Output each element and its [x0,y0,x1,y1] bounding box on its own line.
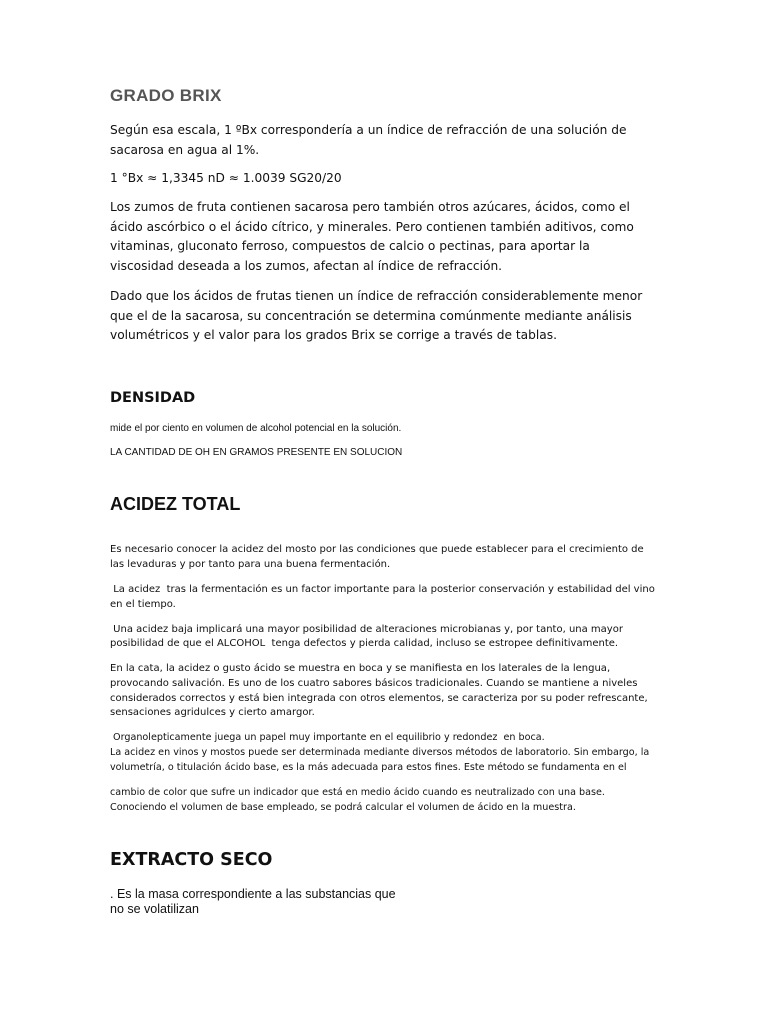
paragraph-fruit-juices: Los zumos de fruta contienen sacarosa pero también otros azúcares, ácidos, como el ácido ascórbico o el ácido cítrico, y minerales. Pero contienen también aditivos, como vitaminas, gluconato ferroso, compuestos de calcio o pectinas, para aportar la viscosidad deseada a los zumos, afectan al índice de refracción. [110,200,634,273]
densidad-note: LA CANTIDAD DE OH EN GRAMOS PRESENTE EN SOLUCION [110,447,403,458]
paragraph-cata: En la cata, la acidez o gusto ácido se muestra en boca y se manifiesta en los laterales de la lengua, provocando salivación. Es uno de los cuatro sabores básicos tradicionales. Cuando se mantiene a niveles considerados correctos y está bien integrada con otros elementos, se caracteriza por su poder refrescante, sensaciones agridulces y cierto amargor. [110,663,648,719]
heading-densidad: DENSIDAD [110,390,196,406]
brix-formula: 1 °Bx ≈ 1,3345 nD ≈ 1.0039 SG20/20 [110,171,342,185]
extracto-seco-line1: . Es la masa correspondiente a las substancias que [110,887,396,901]
heading-grado-brix: GRADO BRIX [110,86,222,105]
paragraph-acidez-baja-line1: Una acidez baja implicará una mayor posibilidad de alteraciones microbianas y, por tanto, una mayor [110,624,623,635]
paragraph-acidez-baja-line2: posibilidad de que el ALCOHOL tenga defectos y pierda calidad, incluso se estropee definitivamente. [110,638,619,649]
paragraph-brix-scale: Según esa escala, 1 ºBx correspondería a un índice de refracción de una solución de sacarosa en agua al 1%. [110,123,627,157]
paragraph-organoleptic-line1: Organolepticamente juega un papel muy importante en el equilibrio y redondez en boca. [110,732,545,743]
paragraph-organoleptic-line3: volumetría, o titulación ácido base, es la más adecuada para estos fines. Este método se fundamenta en el [110,762,627,773]
heading-extracto-seco: EXTRACTO SECO [110,850,273,870]
paragraph-acidez-mosto: Es necesario conocer la acidez del mosto por las condiciones que puede establecer para el crecimiento de las levaduras y por tanto para una buena fermentación. [110,544,644,570]
densidad-definition: mide el por ciento en volumen de alcohol potencial en la solución. [110,423,402,434]
paragraph-fruit-acids: Dado que los ácidos de frutas tienen un índice de refracción considerablemente menor que el de la sacarosa, su concentración se determina comúnmente mediante análisis volumétricos y el valor para los grados Brix se corrige a través de tablas. [110,289,643,342]
paragraph-acidez-fermentacion: La acidez tras la fermentación es un factor importante para la posterior conservación y estabilidad del vino en el tiempo. [110,584,659,610]
extracto-seco-line2: no se volatilizan [110,902,199,916]
paragraph-organoleptic-line2: La acidez en vinos y mostos puede ser determinada mediante diversos métodos de laboratorio. Sin embargo, la [110,747,650,758]
paragraph-indicator-line2: Conociendo el volumen de base empleado, se podrá calcular el volumen de ácido en la muestra. [110,802,576,813]
paragraph-indicator-line1: cambio de color que sufre un indicador que está en medio ácido cuando es neutralizado con una base. [110,787,605,798]
heading-acidez-total: ACIDEZ TOTAL [110,494,241,514]
